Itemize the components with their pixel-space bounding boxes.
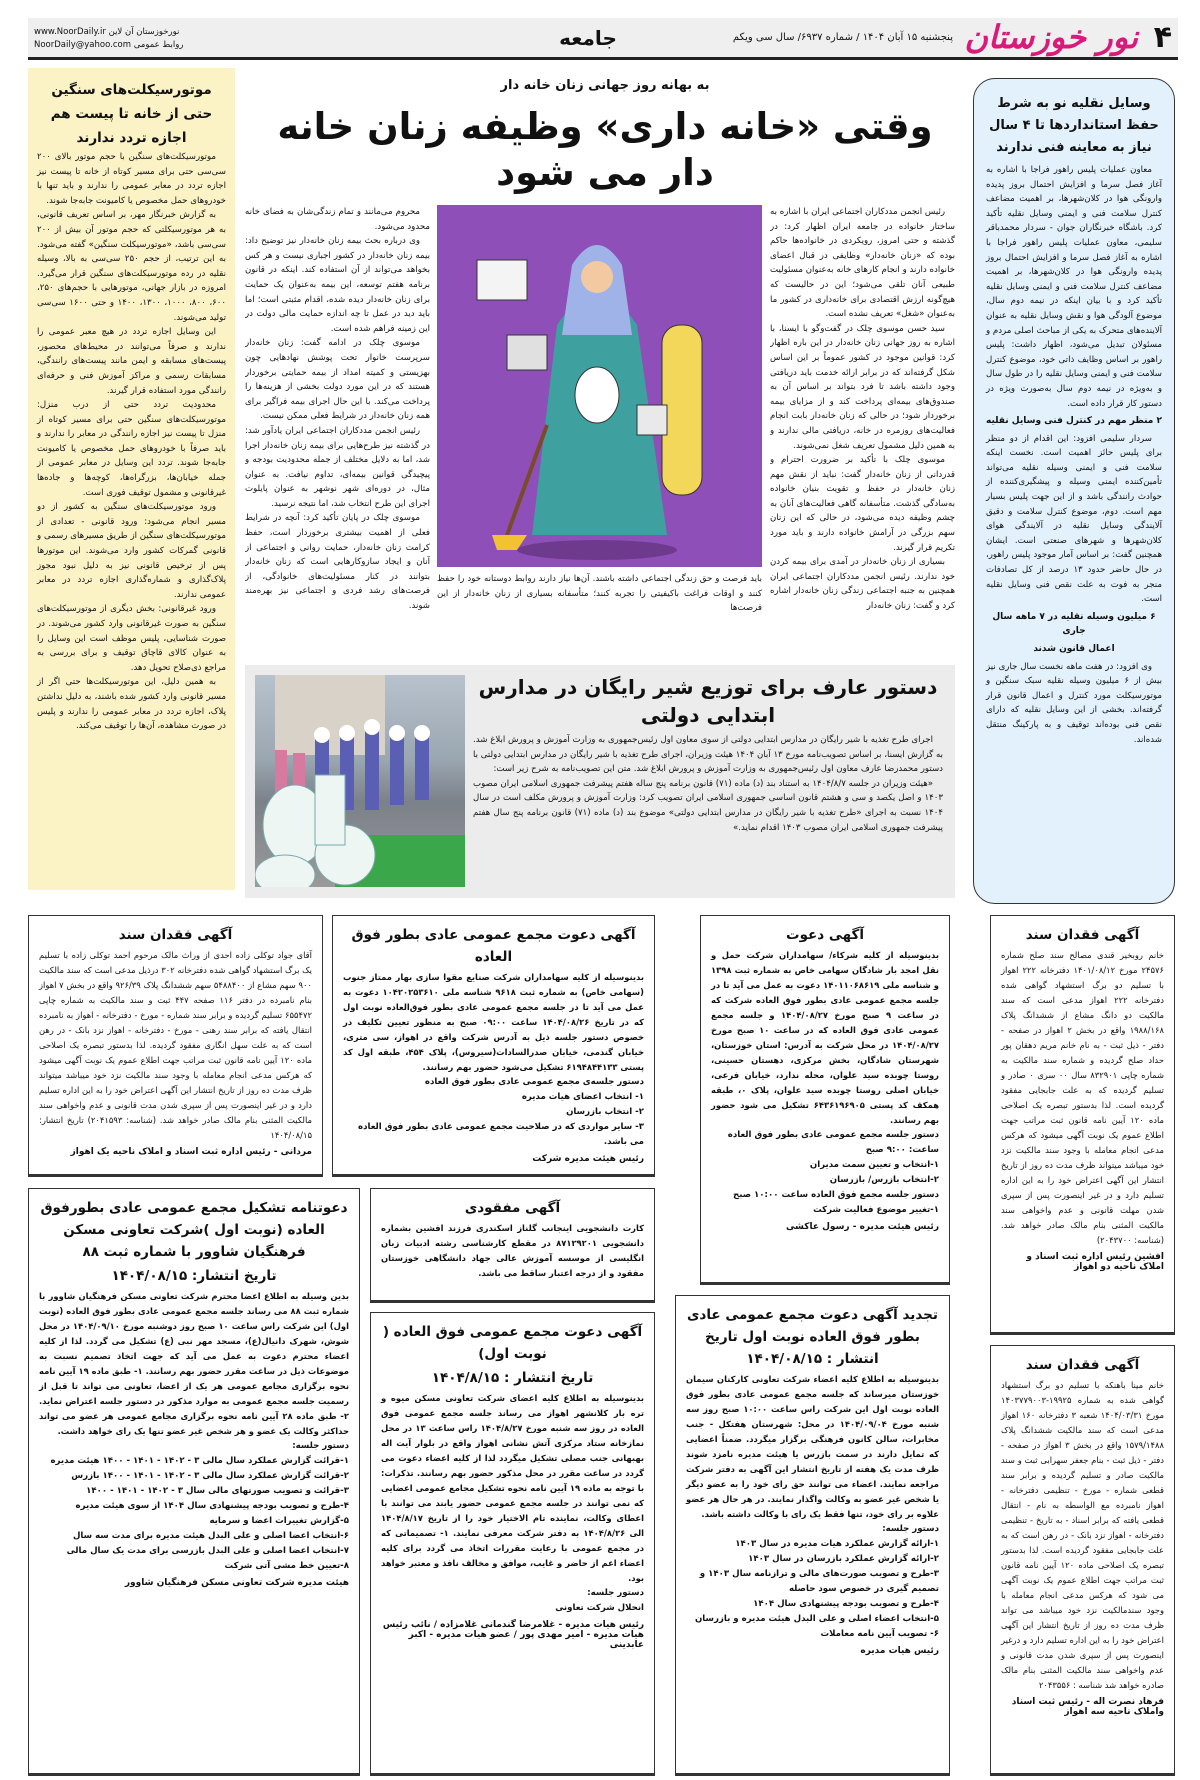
ad-signature: رئیس هیات مدیره xyxy=(860,1646,939,1656)
paragraph: به همین دلیل، این موتورسیکلت‌ها حتی اگر از مسیر قانونی وارد کشور شده باشند، به دلیل نداشتن پلاک، اجازه تردد در معابر عمومی را ندارند و پلیس در صورت مشاهده، آن‌ها را توقیف می‌کند. xyxy=(37,677,226,732)
agenda-item: ۱-قرائت گزارش عملکرد سال مالی ۳ - ۱۴۰۲ - ۱۴۰۱ - ۱۴۰۰ هیئت مدیره xyxy=(50,1456,349,1466)
paragraph: معاون عملیات پلیس راهور فراجا با اشاره به آغاز فصل سرما و افزایش احتمال بروز پدیده وارونگی هوا در کلان‌شهرها، بر اهمیت مضاعف کنترل سلامت فنی و ایمنی وسایل نقلیه تأکید کرد. باشگاه خبرنگاران جوان - سردار محمدباقر سلیمی، معاون عملیات پلیس راهور فراجا با اشاره به آغاز فصل سرما و افزایش احتمال بروز پدیده وارونگی هوا در کلان‌شهرها، بر اهمیت مضاعف کنترل سلامت فنی و ایمنی وسایل نقلیه تأکید کرد و با بیان اینکه در نیمه دوم سال، موضوع آلودگی هوا و نقش وسایل نقلیه به عنوان آلاینده‌های متحرک به یکی از مباحث اصلی مردم و مسئولان تبدیل می‌شود، اظهار داشت: پلیس راهور بر اساس وظایف ذاتی خود، موضوع کنترل سلامت فنی و ایمنی وسایل نقلیه را در طول سال و به‌ویژه در نیمه دوم سال به‌صورت ویژه در دستور کار قرار داده است. xyxy=(986,165,1162,409)
agenda-item: انحلال شرکت تعاونی xyxy=(555,1603,644,1613)
ad-agenda xyxy=(39,1439,349,1574)
paragraph: بسیاری از زنان خانه‌دار در آمدی برای بیمه کردن خود ندارند. رئیس انجمن مددکاران اجتماعی ایران همچنین به جنبه اجتماعی زندگی زنان خانه‌دار اشاره کرد و گفت: زنان خانه‌دار xyxy=(770,557,955,612)
ad-signature: هیئت مدیره شرکت تعاونی مسکن فرهنگیان شاوور xyxy=(124,1578,349,1588)
ad-agenda xyxy=(381,1586,644,1616)
agenda-item: ۷-انتخاب اعضا اصلی و علی البدل بازرسی برای مدت یک سال مالی xyxy=(66,1546,349,1556)
agenda-item: ۲- انتخاب بازرسان xyxy=(566,1107,644,1117)
paragraph: موسوی چلک در پایان تأکید کرد: آنچه در شرایط فعلی از اهمیت بیشتری برخوردار است، حفظ کرامت زنان خانه‌دار، حمایت روانی و اجتماعی از آنان و ایجاد سازوکارهایی است که زنان خانه‌دار بتوانند در کنار مسئولیت‌های خانوادگی، از فرصت‌های رشد فردی و اجتماعی نیز بهره‌مند شوند. xyxy=(245,513,430,612)
agenda-item: ۳- سایر مواردی که در صلاحیت مجمع عمومی عادی بطور فوق العاده می باشد. xyxy=(358,1122,644,1147)
ad-signature: رئیس هیئت مدیره شرکت xyxy=(532,1154,644,1164)
article-title: وسایل نقلیه نو به شرط حفظ استانداردها تا ۴ سال نیاز به معاینه فنی ندارند xyxy=(989,96,1159,155)
dateline: پنجشنبه ۱۵ آبان ۱۴۰۴ / شماره ۶۹۳۷/ سال سی ویکم xyxy=(732,32,953,43)
ad-body: بدینوسیله از کلیه سهامداران شرکت صنایع مقوا سازی بهار ممتاز جنوب (سهامی خاص) به شماره ثبت ۹۶۱۸ شناسه ملی ۱۰۴۲۰۲۵۳۶۱۰ دعوت به عمل می آید تا در جلسه مجمع عمومی عادی بطور فوق‌العاده نوبت اول که در تاریخ ۱۴۰۴/۰۸/۲۶ ساعت ۰۹:۰۰ صبح به منظور تعیین تکلیف در خصوص دستور جلسه ذیل به آدرس شرکت واقع در اهواز، سی متری، خیابان گندمی، خیابان صدرالسادات(سیروس)، پلاک ۴۵۴، طبقه اول کد پستی ۶۱۹۴۸۴۴۱۳۳ تشکیل می‌شود حضور بهم رسانند. xyxy=(343,972,645,1072)
agenda-item: دستور جلسه: xyxy=(882,1524,939,1534)
ad-title: آگهی دعوت xyxy=(786,927,864,943)
ad-lost-deed-2 xyxy=(28,915,323,1177)
milk-article-text xyxy=(473,673,943,893)
article-title: موتورسیکلت‌های سنگین حتی از خانه تا پیست هم اجازه تردد ندارند xyxy=(50,82,213,146)
section-title: جامعه xyxy=(559,26,617,50)
agenda-item: ۴-طرح و تصویب بودجه پیشنهادی سال ۱۴۰۴ از سوی هیئت مدیره xyxy=(75,1501,349,1511)
agenda-item: ۴-طرح و تصویب بودجه پیشنهادی سال ۱۴۰۴ xyxy=(753,1599,939,1609)
ad-title: آگهی فقدان سند xyxy=(118,927,233,943)
agenda-item: ۲-قرائت گزارش عملکرد سال مالی ۳ - ۱۴۰۲ - ۱۴۰۱ - ۱۴۰۰ بازرس xyxy=(71,1471,349,1481)
paragraph: محروم می‌مانند و تمام زندگی‌شان به فضای خانه محدود می‌شود. xyxy=(245,207,430,232)
agenda-item: ۲-ارائه گزارش عملکرد بازرسان در سال ۱۴۰۳ xyxy=(748,1554,939,1564)
ad-lost-deed-1 xyxy=(990,915,1175,1335)
article-body xyxy=(986,163,1162,747)
email: NoorDaily@yahoo.com روابط عمومی xyxy=(34,40,184,50)
paragraph: موسوی چلک در ادامه گفت: زنان خانه‌دار سرپرست خانوار تحت پوشش نهادهایی چون بهزیستی و کمیته امداد از بیمه حمایتی برخوردار هستند که در این مورد دولت بخشی از هزینه‌ها را پرداخت می‌کند. با این حال اجرای بیمه فراگیر برای همه زنان خانه‌دار در شرایط فعلی ممکن نیست. xyxy=(245,338,430,422)
main-article-column-right xyxy=(770,205,955,655)
ad-body: خانم روبخیر قندی مصالح سند صلح شماره ۲۴۵۷۶ مورخ ۱۴۰۱/۰۸/۱۲ دفترخانه ۲۲۲ اهواز با تسلیم دو برگ استشهاد گواهی شده دفترخانه ۲۲۲ اهواز مدعی است که سند مالکیت دو دانگ مشاع از ششدانگ پلاک ۱۹۸۸/۱۶۸ واقع در بخش ۲ اهواز در صفحه - دفتر - ذیل ثبت - به نام خانم مریم دهقان پور حداد صلح گردیده و شماره سند مالکیت به شماره چاپی ۸۳۲۹۰۱ سال ۰۰ سری ۰ صادر و تسلیم گردیده که به علت جابجایی مفقود گردیده است. لذا بدستور تبصره یک اصلاحی ماده ۱۲۰ آیین نامه قانون ثبت مراتب جهت اطلاع عموم یک نوبت آگهی میشود که هرکس مدعی انجام معامله با وجود سند مالکیت نزد خود میباشد میتواند ظرف مدت ده روز از تاریخ انتشار این آگهی اعتراض خود را به این اداره تسلیم دارد و در غیر اینصورت پس از سپری شدن مهلت قانونی و عدم واخواهی سند مالکیت المثنی بنام مالک صادر خواهد شد. (شناسه: ۲۰۴۳۷۰۰) xyxy=(1001,950,1165,1245)
ad-signature: رئیس هیات مدیره - غلامرضا گندمانی غلامزاده / نائب رئیس هیات مدیره - امیر مهدی پور / عضو هیات مدیره - اکبر عابدینی xyxy=(382,1620,644,1650)
ad-signature: رئیس هیئت مدیره - رسول عاکشی xyxy=(785,1222,939,1232)
page-number: ۴ xyxy=(1153,20,1172,55)
paragraph: وی افزود: در هفت ماهه نخست سال جاری نیز بیش از ۶ میلیون وسیله نقلیه سبک سنگین و موتورسیکلت مورد کنترل و اعمال قانون قرار گرفته‌اند. بخشی از این وسایل نقلیه که دارای نقص فنی بوده‌اند توقیف و به پارکینگ منتقل شده‌اند. xyxy=(986,661,1162,745)
agenda-item: ۸-تعیین خط مشی آتی شرکت xyxy=(224,1561,349,1571)
ad-body: آقای جواد توکلی زاده احدی از وراث مالک مرحوم احمد توکلی زاده با تسلیم یک برگ استشهاد گواهی شده دفترخانه ۳۰۲ درذیل مدعی است که سند مالکیت ۹۰۰ سهم مشاع از ۵۴۸۸۴۰۰ سهم ششدانگ پلاک ۹۲۶/۳۹ واقع در بخش ۷ اهواز بنام نامبرده در دفتر ۱۱۶ صفحه ۴۴۷ ثبت و سند مالکیت به شماره چاپی ۶۵۵۴۷۲ تسلیم گردیده و برابر سند شماره - مورخ - دفترخانه - اهواز به نامبرده انتقال یافته که برابر سند رهنی - مورخ - دفترخانه - اهواز نزد بانک - در رهن است که به علت سهل انگاری مفقود گردیده. لذا بدستور تبصره یک اصلاحی ماده ۱۲۰ آیین نامه قانون ثبت مراتب جهت اطلاع عموم یک نوبت آگهی میشود که هرکس مدعی انجام معامله با وجود سند مالکیت نزد خود میباشد میتواند ظرف مدت ده روز از تاریخ انتشار این آگهی اعتراض خود را به این اداره تسلیم دارد و در غیر اینصورت پس از سپری شدن مدت قانونی و عدم واخواهی سند مالکیت المثنی بنام مالک صادر خواهد شد. (شناسه: ۲۰۴۱۵۹۳) تاریخ انتشار: ۱۴۰۴/۰۸/۱۵ xyxy=(39,950,313,1140)
agenda-item: دستور جلسه: xyxy=(587,1588,644,1598)
subheading: ۲ منظر مهم در کنترل فنی وسایل نقلیه xyxy=(986,416,1162,427)
schoolgirls-milk-photo xyxy=(255,675,465,887)
paragraph: سید حسن موسوی چلک در گفت‌وگو با ایسنا، با اشاره به روز جهانی زنان خانه‌دار در این باره اظهار کرد: قوانین موجود در کشور عموماً بر این اساس شکل گرفته‌اند که در برابر ارائه خدمت باید دریافتی وجود داشته باشد تا فرد بتواند بر اساس آن به صندوق‌های بیمه‌ای پرداخت کند و از مزایای بیمه برخوردار شود؛ در حالی که زنان خانه‌دار بابت انجام فعالیت‌های روزمره در خانه، دریافتی مالی ندارند و به همین دلیل مشمول تعریف شغل نمی‌شوند. xyxy=(770,323,955,451)
ad-invitation xyxy=(700,915,950,1285)
paragraph: وی درباره بحث بیمه زنان خانه‌دار نیز توضیح داد: بیمه زنان خانه‌دار در کشور اجباری نیست و هر کس بخواهد می‌تواند از آن استفاده کند. اینکه در قانون برنامه هفتم توسعه، این بیمه به‌عنوان یک حمایت برای زنان خانه‌دار دیده شده، اقدام مثبتی است؛ اما باید دید در عمل تا چه اندازه حمایت مالی دولت در این زمینه فراهم شده است. xyxy=(245,236,430,334)
paragraph: ورود غیرقانونی: بخش دیگری از موتورسیکلت‌های سنگین به صورت غیرقانونی وارد کشور می‌شوند. در صورت شناسایی، پلیس موظف است این وسایل را به عنوان کالای قاچاق توقیف و برای بررسی به مراجع ذی‌صلاح تحویل دهد. xyxy=(37,604,226,673)
paragraph: محدودیت تردد حتی از درب منزل: موتورسیکلت‌های سنگین حتی برای مسیر کوتاه از منزل تا پیست نیز اجازه رانندگی در معابر را ندارند و باید صرفاً با خودروهای حمل مخصوص یا کامیونت جابه‌جا شوند. تردد این وسایل در معابر عمومی از جمله خیابان‌ها، بزرگراه‌ها، کوچه‌ها و جاده‌ها غیرقانونی و مشمول توقیف فوری است. xyxy=(37,400,226,498)
ad-body: بدینوسیله از کلیه شرکاء/ سهامداران شرکت حمل و نقل امجد بار شادگان سهامی خاص به شماره ثبت ۱۳۹۸ و شناسه ملی ۱۴۰۱۱۰۶۸۶۱۹ دعوت به عمل می آید تا در جلسه مجمع عمومی عادی بطور فوق العاده شرکت که در ساعت ۹ صبح مورخ ۱۴۰۴/۰۸/۲۷ و جلسه مجمع عمومی عادی فوق العاده که در ساعت ۱۰ صبح مورخ ۱۴۰۴/۰۸/۲۷ در محل شرکت به آدرس: استان خوزستان، شهرستان شادگان، بخش مرکزی، دهستان حسینی، روستا چوبده سید علوان، محله ندارد، خیابان فرعی، خیابان اصلی روستا چوبده سید علوان، پلاک ۰، طبقه همکف کد پستی ۶۴۳۶۱۹۶۹۰۵ تشکیل می شود حضور بهم رسانند. xyxy=(711,950,940,1125)
ad-title: دعوتنامه تشکیل مجمع عمومی عادی بطورفوق العاده (نوبت اول )شرکت تعاونی مسکن فرهنگیان شاوور با شماره ثبت ۸۸ xyxy=(40,1200,348,1260)
ad-body: خانم مینا باهنکه با تسلیم دو برگ استشهاد گواهی شده به شماره ۱۹۹۲۵-۱۴۰۳۷۷۹۰۰۳ مورخ ۱۴۰۴/۰۳/۳۱ شعبه ۳ دفترخانه ۱۶۰ اهواز مدعی است که سند مالکیت ششدانگ پلاک ۱۵۷۹/۱۴۸۸ واقع در بخش ۳ اهواز در صفحه - دفتر - ذیل ثبت - بنام جعفر سهرابی ثبت و سند مالکیت صادر و تسلیم گردیده و برابر سند قطعی شماره - مورخ - تنظیمی دفترخانه - اهواز نامبرده مع الواسطه به نام - انتقال قطعی یافته که برابر اسناد - به تاریخ - تنظیمی دفترخانه - اهواز نزد بانک - در رهن است که به علت جابجایی مفقود گردیده است. لذا بدستور تبصره یک اصلاحی ماده ۱۲۰ آیین نامه قانون ثبت مراتب جهت اطلاع عموم یک نوبت آگهی می شود که هرکس مدعی انجام معامله با وجود سندمالکیت نزد خود میباشد می تواند ظرف مدت ده روز از تاریخ انتشار این آگهی اعتراض خود را به این اداره تسلیم دارد و درغیر اینصورت پس از سپری شدن مدت قانونی و عدم واخواهی سند مالکیت المثنی بنام مالک صادره خواهد شد شناسه : ۲۰۴۳۵۵۶ xyxy=(1000,1380,1164,1690)
website: www.NoorDaily.ir نورخوزستان آن لاین xyxy=(34,27,180,37)
ad-agenda xyxy=(686,1522,939,1642)
article-kicker: به بهانه روز جهانی زنان خانه دار xyxy=(500,78,710,93)
main-article-column-left xyxy=(245,205,430,655)
ad-agenda xyxy=(343,1075,644,1150)
ad-date: تاریخ انتشار : ۱۴۰۴/۸/۱۵ xyxy=(431,1370,594,1386)
ad-title: تجدید آگهی دعوت مجمع عمومی عادی بطور فوق العاده نوبت اول تاریخ انتشار : ۱۴۰۴/۰۸/۱۵ xyxy=(687,1307,938,1367)
ad-title: آگهی فقدان سند xyxy=(1025,927,1140,943)
ad-lost-card xyxy=(370,1188,655,1303)
ad-date: تاریخ انتشار: ۱۴۰۴/۰۸/۱۵ xyxy=(111,1268,277,1284)
newspaper-logo: نور خوزستان xyxy=(964,18,1138,56)
agenda-item: دستور جلسه مجمع فوق العاده ساعت ۱۰:۰۰ صبح xyxy=(733,1190,939,1200)
agenda-item: ۵-گزارش تغییرات اعضا و سرمایه xyxy=(209,1516,349,1526)
ad-title: آگهی فقدان سند xyxy=(1025,1357,1140,1373)
agenda-item: ۳-طرح و تصویب صورت‌های مالی و ترازنامه سال ۱۴۰۳ و تصمیم گیری در خصوص سود حاصله xyxy=(699,1569,939,1594)
article-body xyxy=(473,733,943,835)
agenda-item: ۲-انتخاب بازرس/ بازرسان xyxy=(829,1175,939,1185)
ad-signature: مردانی - رئیس اداره ثبت اسناد و املاک ناحیه یک اهواز xyxy=(70,1147,312,1157)
ad-title: آگهی مفقودی xyxy=(464,1200,561,1216)
agenda-item: ۳-قرائت و تصویب صورتهای مالی سال ۳ - ۱۴۰۲ - ۱۴۰۱ - ۱۴۰۰ xyxy=(86,1486,349,1496)
paragraph: موتورسیکلت‌های سنگین با حجم موتور بالای ۲۰۰ سی‌سی حتی برای مسیر کوتاه از خانه تا پیست نیز اجازه تردد در معابر عمومی را ندارند و باید تنها با خودروهای حمل مخصوص یا کامیونت جابه‌جا شوند. xyxy=(37,152,226,206)
ad-signature: افشین رئیس اداره ثبت اسناد و املاک ناحیه دو اهواز xyxy=(1026,1252,1164,1272)
agenda-item: ۱- انتخاب اعضای هیات مدیره xyxy=(521,1092,644,1102)
article-title: دستور عارف برای توزیع شیر رایگان در مدارس ابتدایی دولتی xyxy=(478,675,938,727)
agenda-item: دستور جلسه‌ی مجمع عمومی عادی بطور فوق العاده xyxy=(424,1077,644,1087)
paragraph: اجرای طرح تغذیه با شیر رایگان در مدارس ابتدایی دولتی از سوی معاون اول رئیس‌جمهوری به وزارت آموزش و پرورش ابلاغ شد. به گزارش ایسنا، بر اساس تصویب‌نامه مورخ ۱۳ آبان ۱۴۰۴ هیئت وزیران، اجرای طرح تغذیه با شیر رایگان در مدارس ابتدایی دولتی با دستور محمدرضا عارف معاون اول رئیس‌جمهوری به وزارت آموزش و پرورش ابلاغ شد. متن این تصویب‌نامه به شرح زیر است: xyxy=(473,735,943,775)
subheading: اعمال قانون شدند xyxy=(1033,644,1115,654)
ad-title: آگهی دعوت مجمع عمومی عادی بطور فوق العاده xyxy=(351,927,636,965)
ad-extraordinary-assembly xyxy=(370,1312,655,1776)
ad-body: کارت دانشجویی اینجانب گلناز اسکندری فرزند افشین بشماره دانشجویی ۸۷۱۲۹۲۰۱ در مقطع کارشناسی رشته ادبیات زبان انگلیسی از موسسه آموزش عالی جهاد دانشگاهی خوزستان مفقود و از درجه اعتبار ساقط می باشد. xyxy=(381,1223,644,1278)
ad-housing-coop-assembly xyxy=(28,1188,360,1776)
paragraph: این وسایل اجازه تردد در هیچ معبر عمومی را ندارند و صرفاً می‌توانند در محیط‌های محصور، پیست‌های مسابقه و ایمن مانند پیست‌های رانندگی، مسابقات رسمی و مراکز آموزش فنی و حرفه‌ای رانندگی مورد استفاده قرار گیرند. xyxy=(37,327,226,396)
agenda-item: ۶-انتخاب اعضا اصلی و علی البدل هیئت مدیره برای مدت سه سال xyxy=(72,1531,349,1541)
ad-renewed-assembly xyxy=(675,1295,950,1776)
agenda-item: ۶- تصویب آیین نامه معاملات xyxy=(820,1629,939,1639)
paragraph: رئیس انجمن مددکاران اجتماعی ایران با اشاره به ساختار خانواده در جامعه ایران اظهار کرد: در گذشته و حتی امروز، رویکردی در خانواده‌ها حاکم بوده که «زنان خانه‌دار» وظایفی در قبال اعضای خانواده دارند و انجام کارهای خانه به‌عنوان مسئولیت طبیعی آنان تلقی می‌شود؛ این در حالیست که هیچ‌گونه ارزش اقتصادی برای خانه‌داری در کشور ما به‌عنوان «شغل» تعریف نشده است. xyxy=(770,207,955,320)
illustration-caption: باید فرصت و حق زندگی اجتماعی داشته باشند. آن‌ها نیاز دارند روابط دوستانه خود را حفظ کنند و اوقات فراغت باکیفیتی را تجربه کنند؛ متأسفانه بسیاری از زنان خانه‌دار از این فرصت‌ها xyxy=(437,574,762,614)
agenda-item: دستور جلسه: xyxy=(292,1441,349,1451)
paragraph: «هیئت وزیران در جلسه ۱۴۰۴/۸/۷ به استناد بند (د) ماده (۷۱) قانون برنامه پنج ساله هفتم پیشرفت جمهوری اسلامی ایران مصوب ۱۴۰۳ و اصل یکصد و سی و هشتم قانون اساسی جمهوری اسلامی ایران تصویب کرد: وزارت آموزش و پرورش مکلف است در سال ۱۴۰۴ نسبت به اجرای «طرح تغذیه با شیر رایگان در مدارس ابتدایی دولتی» موضوع بند (د) ماده (۷۱) قانون برنامه پنج سال هفتم پیشرفت جمهوری اسلامی ایران مصوب ۱۴۰۳ اقدام نماید.» xyxy=(473,778,943,833)
paragraph: رئیس انجمن مددکاران اجتماعی ایران یادآور شد: در گذشته نیز طرح‌هایی برای بیمه زنان خانه‌دار اجرا شد، اما به دلایل مختلف از جمله محدودیت بودجه و پیچیدگی قوانین بیمه‌ای، تداوم نیافت. به عنوان مثال، در دوره‌ای شهر نوشهر به عنوان پایلوت اجرای این طرح انتخاب شد، اما نتیجه نرسید. xyxy=(245,425,430,509)
ad-lost-deed-3 xyxy=(990,1345,1175,1776)
main-headline: وقتی «خانه داری» وظیفه زنان خانه دار می شود xyxy=(277,105,933,194)
paragraph: به گزارش خبرنگار مهر، بر اساس تعریف قانونی، به هر موتورسیکلتی که حجم موتور آن بیش از ۲۰۰ سی‌سی باشد، «موتورسیکلت سنگین» گفته می‌شود. به این ترتیب، از حجم ۲۵۰ سی‌سی به بالا، وسیله نقلیه در رده موتورسیکلت‌های سنگین قرار می‌گیرد. امروزه در بازار جهانی، موتورهایی با حجم‌های ۲۵۰، ۶۰۰، ۸۰۰، ۱۰۰۰، ۱۳۰۰، ۱۴۰۰ و حتی ۱۶۰۰ سی‌سی تولید می‌شوند. xyxy=(37,210,227,323)
ad-body: بدینوسیله به اطلاع کلیه اعضای شرکت تعاونی مسکن میوه و تره بار کلانشهر اهواز می رساند جلسه مجمع عمومی فوق العاده در روز سه شنبه مورخ ۱۴۰۴/۸/۲۷ راس ساعت ۱۳ در محل نمازخانه ستاد مرکزی آتش نشانی اهواز واقع در بلوار آیت اله بهبهانی جنب مصلی تشکیل میگردد لذا از کلیه اعضاء دعوت می گردد در ساعت مقرر در محل مذکور حضور بهم رسانند. تذکرات: با توجه به ماده ۱۹ آیین نامه نحوه تشکیل مجامع عمومی اعضایی که نمی توانند در جلسه مجمع عمومی حضور یابند می توانند با اعطای وکالت، نماینده تام الاختیار خود را از تاریخ ۱۴۰۴/۸/۱۷ الی ۱۴۰۴/۸/۲۶ به دفتر شرکت معرفی نمایند. ۱- تصمیماتی که در مجمع عمومی با رعایت مقررات اتخاذ می گردد برای کلیه اعضاء اعم از حاضر و غایب، موافق و مخالف نافذ و معتبر خواهد بود. xyxy=(381,1393,644,1583)
ad-body: بدین وسیله به اطلاع اعضا محترم شرکت تعاونی مسکن فرهنگیان شاوور با شماره ثبت ۸۸ می رساند جلسه مجمع عمومی عادی بطور فوق العاده (نوبت اول) این شرکت راس ساعت ۱۰ صبح روز دوشنبه مورخ ۱۴۰۴/۰۹/۱۰ در محل شوش، شهرک دانیال(ع)، مسجد مهر نبی (ع) تشکیل می گردد. لذا از کلیه اعضاء محترم دعوت به عمل می آید که جهت اتخاذ تصمیم نسبت به موضوعات ذیل در ساعت مقرر حضور بهم رسانند. ۱- طبق ماده ۱۹ آیین نامه نحوه برگزاری مجامع عمومی هر یک از اعضا، تعاونی می تواند تا قبل از رسمیت جلسه مجمع عمومی به موارد مذکور در دستور جلسه اعتراض نماید. ۲- طبق ماده ۲۸ آیین نامه نحوه برگزاری مجامع عمومی هر عضو می تواند حداکثر وکالت یک عضو و هر شخص غیر عضو تنها یک رای خواهد داشت. xyxy=(39,1291,349,1436)
free-milk-article xyxy=(245,665,955,898)
paragraph: موسوی چلک با تأکید بر ضرورت احترام و قدردانی از زنان خانه‌دار گفت: نباید از نقش مهم زنان خانه‌دار در حفظ و تقویت بنیان خانواده به‌سادگی گذشت. متأسفانه گاهی فعالیت‌های آنان به چشم وظیفه دیده می‌شود، در حالی که این زنان سهم بزرگی در آرامش خانواده دارند و باید مورد تکریم قرار گیرند. xyxy=(770,455,955,553)
subheading: ۶ میلیون وسیله نقلیه در ۷ ماهه سال جاری xyxy=(992,611,1156,637)
agenda-item: ۱-ارائه گزارش عملکرد هیات مدیره در سال ۱۴۰۳ xyxy=(735,1539,939,1549)
contact-info xyxy=(34,26,183,52)
ad-agenda xyxy=(711,1128,939,1218)
paragraph: سردار سلیمی افزود: این اقدام از دو منظر برای پلیس حائز اهمیت است. نخست اینکه سلامت فنی و ایمنی وسیله نقلیه می‌تواند تأمین‌کننده ایمنی وسیله و پیشگیری‌کننده از حوادث رانندگی باشد و از این جهت پلیس بسیار مهم است. دوم، موضوع کنترل سلامت و دقیق آلایندگی وسایل نقلیه در آلایندگی هوای کلان‌شهرها و شهرهای صنعتی است. ایشان همچنین گفت: بر اساس آمار موجود پلیس راهور، در حال حاضر حدود ۱۳ درصد از کل تصادفات منجر به فوت به علت نقص فنی وسایل نقلیه است. xyxy=(986,433,1162,605)
vehicle-inspection-article xyxy=(973,78,1175,904)
agenda-item: ۵-انتخاب اعضاء اصلی و علی البدل هیئت مدیره و بازرسان xyxy=(694,1614,939,1624)
paragraph: ورود موتورسیکلت‌های سنگین به کشور از دو مسیر انجام می‌شود: ورود قانونی - تعدادی از موتورسیکلت‌های سنگین از طریق مسیرهای رسمی و قانونی گمرکات کشور وارد می‌شوند. این موتورها پس از ترخیص قانونی نیز به دلیل نبود مجوز پلاک‌گذاری و شماره‌گذاری اجازه تردد در معابر عمومی ندارند. xyxy=(37,502,226,600)
ad-body: بدینوسیله به اطلاع کلیه اعضاء شرکت تعاونی کارکنان سیمان خوزستان میرساند که جلسه مجمع عمومی عادی بطور فوق العاده نوبت اول این شرکت راس ساعت ۱۰:۰۰ صبح روز سه شنبه مورخ ۱۴۰۴/۰۹/۰۴ در محل: شهرستان هفتکل - جنب مخابرات، سالن کانون فرهنگی برگزار میگردد. ضمناً اعضایی که تمایل دارند در سمت بازرس یا هیئت مدیره نامزد شوند ظرف مدت یک هفته از تاریخ انتشار این آگهی به دفتر شرکت مراجعه نمایند. اعضاء می توانند حق رای خود را به عضو دیگر یا شخص غیر عضو به وکالت واگذار نمایند. در هر حال هر عضو علاوه بر رای خود، تنها فقط یک رای با وکالت داشته باشد. xyxy=(686,1374,940,1519)
agenda-item: ۱-تغییر موضوع فعالیت شرکت xyxy=(813,1205,939,1215)
agenda-item: دستور جلسه مجمع عمومی عادی بطور فوق العاده ساعت: ۹:۰۰ صبح xyxy=(727,1130,939,1155)
ad-title: آگهی دعوت مجمع عمومی فوق العاده ( نوبت اول) xyxy=(382,1324,643,1362)
agenda-item: ۱-انتخاب و تعیین سمت مدیران xyxy=(809,1160,939,1170)
housewife-cartoon-illustration xyxy=(437,205,762,567)
motorcycle-article xyxy=(28,68,235,890)
ad-signature: فرهاد نصرت اله - رئیس ثبت اسناد واملاک ناحیه سه اهواز xyxy=(1011,1697,1164,1717)
article-body xyxy=(37,150,226,734)
ad-general-assembly-carton xyxy=(332,915,655,1177)
page-header xyxy=(28,18,1178,60)
